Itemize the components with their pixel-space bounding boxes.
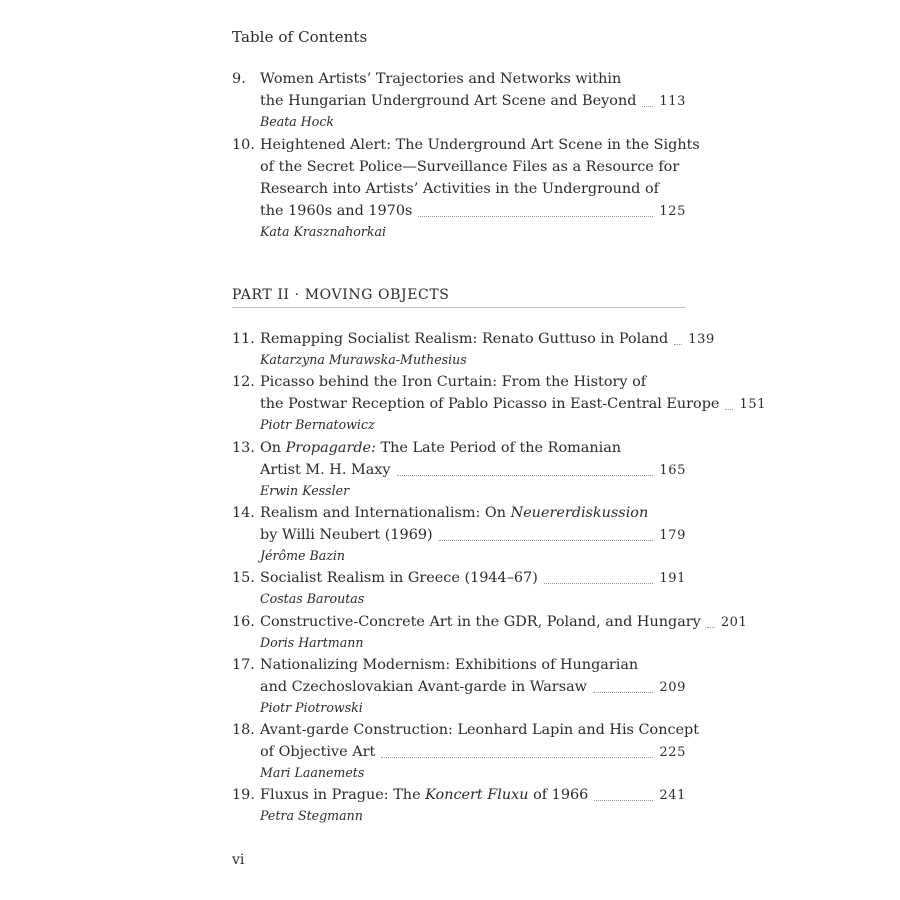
page-number: 139 [688,332,715,347]
chapter-title-line: Picasso behind the Iron Curtain: From the History of [260,374,647,390]
chapter-number: 9. [232,71,246,87]
chapter-number: 19. [232,787,255,803]
chapter-title-line: Artist M. H. Maxy [260,462,391,478]
toc-entry [232,371,767,435]
chapter-number: 18. [232,722,255,738]
chapter-number: 14. [232,505,255,521]
chapter-title-line: Constructive-Concrete Art in the GDR, Poland, and Hungary [260,614,701,630]
chapter-number: 11. [232,331,255,347]
dot-leader [594,800,653,801]
toc-entry-line [232,134,700,156]
toc-entry-line [232,719,700,741]
toc-entry-line [232,676,686,698]
page-number: 241 [659,788,686,803]
chapter-title-line: Heightened Alert: The Underground Art Scene in the Sights [260,137,700,153]
chapter-title-line: Realism and Internationalism: On Neuererdiskussion [260,505,649,521]
page-number: 165 [659,463,686,478]
dot-leader [593,692,653,693]
dot-leader [381,757,653,758]
toc-entry-line [232,567,686,589]
chapter-author: Piotr Bernatowicz [260,417,375,432]
toc-entry-line [232,156,686,178]
page-number: 179 [659,528,686,543]
toc-entry-line [232,200,686,222]
chapter-title-line: Research into Artists’ Activities in the Underground of [260,181,659,197]
toc-entry [232,134,700,242]
toc-entry-line [232,68,686,90]
dot-leader [439,540,654,541]
chapter-title-line: Women Artists’ Trajectories and Networks within [260,71,622,87]
toc-entry [232,567,686,609]
chapter-author: Costas Baroutas [260,591,365,606]
chapter-number: 13. [232,440,255,456]
toc-entry-line [232,654,686,676]
toc-entry-line [232,524,686,546]
chapter-title-line: of the Secret Police—Surveillance Files as a Resource for [260,159,680,175]
chapter-author: Petra Stegmann [260,808,363,823]
dot-leader [397,475,654,476]
dot-leader [674,344,682,345]
chapter-number: 10. [232,137,255,153]
chapter-title-line: On Propagarde: The Late Period of the Romanian [260,440,622,456]
chapter-author: Doris Hartmann [260,635,364,650]
dot-leader [418,216,653,217]
chapter-title-line: Socialist Realism in Greece (1944–67) [260,570,538,586]
toc-entry [232,68,686,132]
toc-entry-line [232,178,686,200]
page-number: 209 [659,680,686,695]
toc-entry-line [232,328,715,350]
chapter-author: Erwin Kessler [260,483,350,498]
chapter-title-line: by Willi Neubert (1969) [260,527,433,543]
toc-entry [232,784,686,826]
toc-entry-line [232,90,686,112]
chapter-title-line: Remapping Socialist Realism: Renato Guttuso in Poland [260,331,669,347]
toc-entry [232,654,686,718]
toc-entry-line [232,371,686,393]
page-folio: vi [232,852,245,868]
chapter-author: Beata Hock [260,114,335,129]
toc-entry [232,437,686,501]
toc-entry-line [232,784,686,806]
dot-leader [642,106,653,107]
chapter-title-line: the Postwar Reception of Pablo Picasso in East-Central Europe [260,396,720,412]
toc-entry [232,719,700,783]
dot-leader [725,409,733,410]
chapter-author: Piotr Piotrowski [260,700,363,715]
toc-entry [232,502,686,566]
chapter-number: 16. [232,614,255,630]
chapter-number: 12. [232,374,255,390]
chapter-author: Kata Krasznahorkai [260,224,387,239]
chapter-author: Mari Laanemets [260,765,365,780]
page-number: 225 [659,745,686,760]
toc-entry-line [232,741,686,763]
chapter-title-line: of Objective Art [260,744,376,760]
toc-entry-line [232,393,767,415]
page-number: 113 [659,94,686,109]
chapter-title-line: Nationalizing Modernism: Exhibitions of Hungarian [260,657,639,673]
toc-entry-line [232,459,686,481]
chapter-title-line: and Czechoslovakian Avant-garde in Warsaw [260,679,587,695]
page-number: 191 [659,571,686,586]
page-number: 125 [659,204,686,219]
part-heading: PART II · MOVING OBJECTS [232,287,686,308]
chapter-title-line: the Hungarian Underground Art Scene and Beyond [260,93,637,109]
dot-leader [544,583,654,584]
page-number: 151 [739,397,767,412]
chapter-number: 15. [232,570,255,586]
toc-entry-line [232,502,686,524]
chapter-title-line: the 1960s and 1970s [260,203,413,219]
chapter-number: 17. [232,657,255,673]
chapter-author: Katarzyna Murawska-Muthesius [260,352,467,367]
dot-leader [707,627,715,628]
page-number: 201 [720,615,748,630]
chapter-title-line: Avant-garde Construction: Leonhard Lapin and His Concept [260,722,700,738]
toc-entry [232,328,715,370]
running-head: Table of Contents [232,28,368,46]
toc-entry-line [232,611,748,633]
toc-entry [232,611,748,653]
toc-entry-line [232,437,686,459]
chapter-title-line: Fluxus in Prague: The Koncert Fluxu of 1966 [260,787,589,803]
chapter-author: Jérôme Bazin [260,548,346,563]
